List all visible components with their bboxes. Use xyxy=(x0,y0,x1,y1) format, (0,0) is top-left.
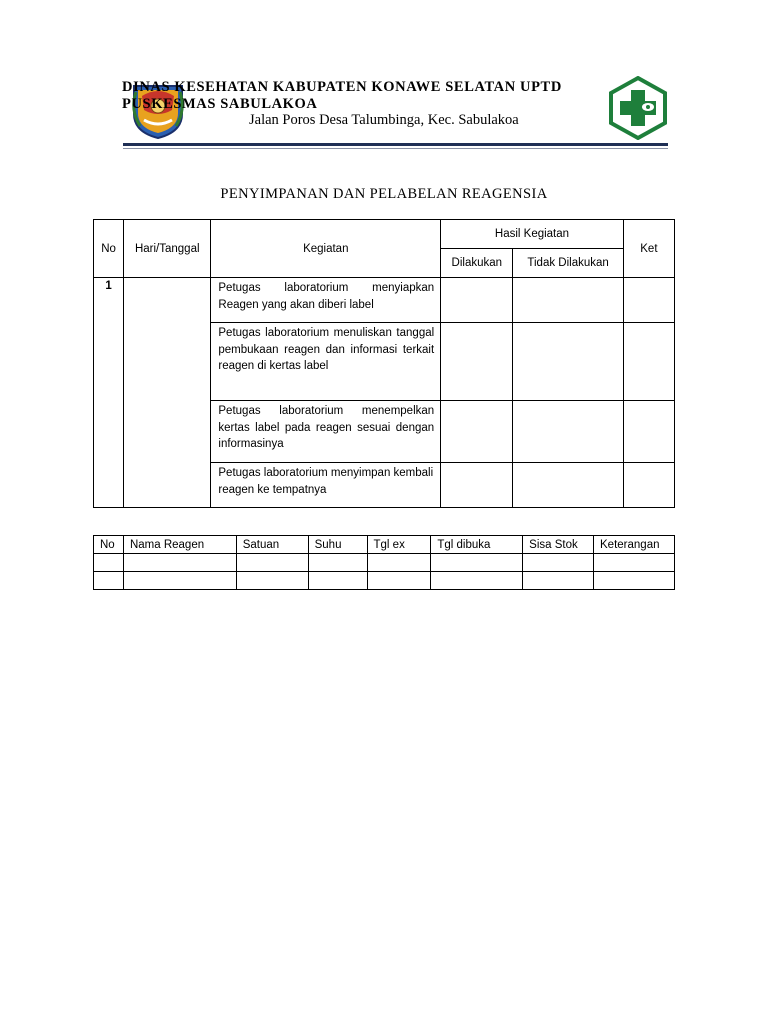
stock-cell[interactable] xyxy=(236,554,308,572)
stock-header-remaining: Sisa Stok xyxy=(523,536,594,554)
stock-cell[interactable] xyxy=(94,554,124,572)
stock-cell[interactable] xyxy=(523,554,594,572)
row-number: 1 xyxy=(94,278,124,508)
stock-cell[interactable] xyxy=(308,572,367,590)
done-cell[interactable] xyxy=(441,463,513,508)
letterhead-agency: DINAS KESEHATAN KABUPATEN KONAWE SELATAN UPTD xyxy=(122,79,562,95)
stock-cell[interactable] xyxy=(236,572,308,590)
done-cell[interactable] xyxy=(441,323,513,401)
stock-cell[interactable] xyxy=(123,572,236,590)
activity-cell: Petugas laboratorium menyimpan kembali reagen ke tempatnya xyxy=(211,463,441,508)
stock-cell[interactable] xyxy=(94,572,124,590)
stock-cell[interactable] xyxy=(431,554,523,572)
letterhead-facility: PUSKESMAS SABULAKOA xyxy=(122,96,318,112)
table-row xyxy=(94,572,675,590)
header-activity: Kegiatan xyxy=(211,220,441,278)
letterhead-rule xyxy=(123,143,668,146)
document-title: PENYIMPANAN DAN PELABELAN REAGENSIA xyxy=(220,186,548,202)
not-done-cell[interactable] xyxy=(513,278,623,323)
not-done-cell[interactable] xyxy=(513,401,623,463)
stock-cell[interactable] xyxy=(367,554,431,572)
stock-cell[interactable] xyxy=(594,572,675,590)
stock-header-expiry: Tgl ex xyxy=(367,536,431,554)
puskesmas-cross-icon xyxy=(607,76,669,140)
stock-header-notes: Keterangan xyxy=(594,536,675,554)
activity-cell: Petugas laboratorium menuliskan tanggal pembukaan reagen dan informasi terkait reagen di kertas label xyxy=(211,323,441,401)
not-done-cell[interactable] xyxy=(513,463,623,508)
stock-header-reagent-name: Nama Reagen xyxy=(123,536,236,554)
not-done-cell[interactable] xyxy=(513,323,623,401)
activity-cell: Petugas laboratorium menyiapkan Reagen yang akan diberi label xyxy=(211,278,441,323)
header-done: Dilakukan xyxy=(441,249,513,278)
table-row xyxy=(94,554,675,572)
stock-cell[interactable] xyxy=(431,572,523,590)
activity-table xyxy=(93,219,675,508)
stock-cell[interactable] xyxy=(594,554,675,572)
header-note: Ket xyxy=(623,220,674,278)
letterhead-rule-thin xyxy=(123,148,668,149)
note-cell[interactable] xyxy=(623,401,674,463)
stock-header-no: No xyxy=(94,536,124,554)
stock-cell[interactable] xyxy=(367,572,431,590)
letterhead-address: Jalan Poros Desa Talumbinga, Kec. Sabulakoa xyxy=(249,112,519,128)
stock-cell[interactable] xyxy=(308,554,367,572)
header-no: No xyxy=(94,220,124,278)
done-cell[interactable] xyxy=(441,401,513,463)
header-result: Hasil Kegiatan xyxy=(441,220,624,249)
stock-header-row xyxy=(94,536,675,554)
stock-header-opened: Tgl dibuka xyxy=(431,536,523,554)
activity-cell: Petugas laboratorium menempelkan kertas label pada reagen sesuai dengan informasinya xyxy=(211,401,441,463)
note-cell[interactable] xyxy=(623,278,674,323)
header-date: Hari/Tanggal xyxy=(124,220,211,278)
done-cell[interactable] xyxy=(441,278,513,323)
note-cell[interactable] xyxy=(623,463,674,508)
stock-cell[interactable] xyxy=(123,554,236,572)
reagent-stock-table xyxy=(93,535,675,590)
stock-header-unit: Satuan xyxy=(236,536,308,554)
table-row xyxy=(94,278,675,323)
date-cell[interactable] xyxy=(124,278,211,508)
stock-header-temperature: Suhu xyxy=(308,536,367,554)
header-not-done: Tidak Dilakukan xyxy=(513,249,623,278)
note-cell[interactable] xyxy=(623,323,674,401)
stock-cell[interactable] xyxy=(523,572,594,590)
